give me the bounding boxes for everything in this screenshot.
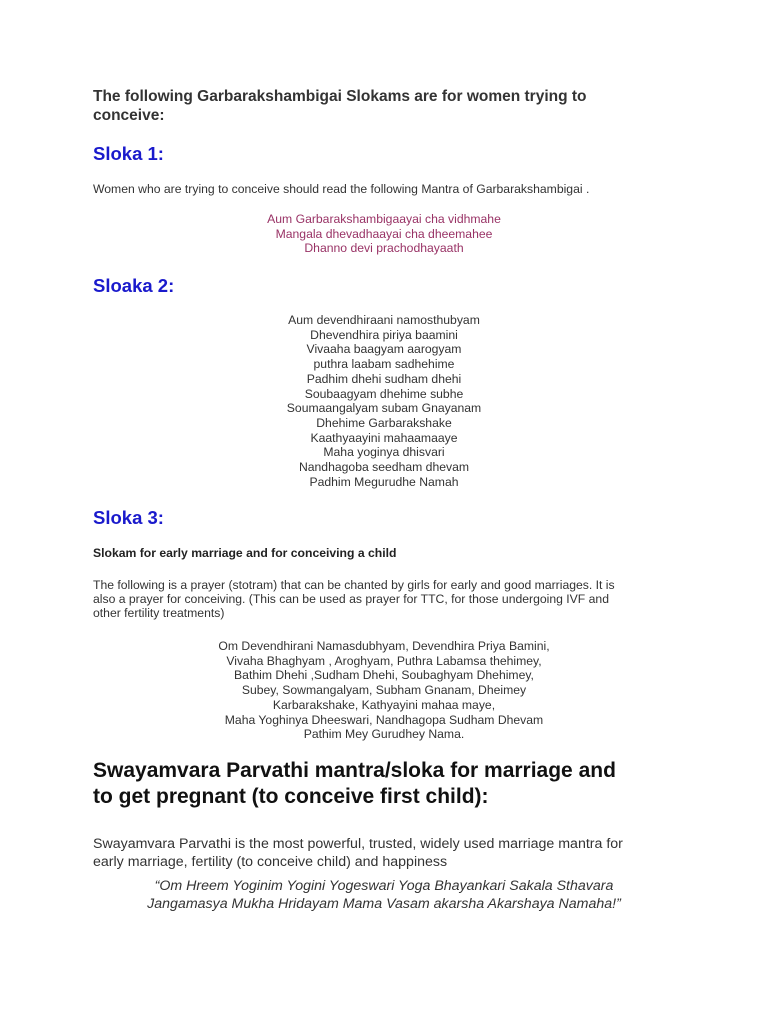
- swayamvara-heading-line-2: to get pregnant (to conceive first child):: [93, 785, 489, 808]
- paragraph-line: early marriage, fertility (to conceive child) and happiness: [93, 854, 448, 870]
- description-line: other fertility treatments): [93, 606, 225, 620]
- verse-line: Aum devendhiraani namosthubyam: [288, 313, 480, 327]
- paragraph-line: Swayamvara Parvathi is the most powerful, trusted, widely used marriage mantra for: [93, 836, 623, 852]
- sloka-2-heading: Sloaka 2:: [93, 275, 175, 296]
- swayamvara-mantra-quote: [0, 878, 768, 913]
- quote-line: “Om Hreem Yoginim Yogini Yogeswari Yoga Bhayankari Sakala Sthavara: [154, 878, 614, 894]
- sloka-1-heading: Sloka 1:: [93, 143, 164, 164]
- verse-line: Karbarakshake, Kathyayini mahaa maye,: [272, 697, 496, 712]
- sloka-3-subtitle: Slokam for early marriage and for conceiving a child: [93, 546, 397, 560]
- intro-heading: [93, 87, 693, 125]
- verse-line: Maha yoginya dhisvari: [323, 445, 445, 460]
- intro-heading-line-1: The following Garbarakshambigai Slokams are for women trying to: [93, 88, 587, 105]
- verse-line: Pathim Mey Gurudhey Nama.: [303, 727, 465, 742]
- verse-line: Maha Yoghinya Dheeswari, Nandhagopa Sudham Dhevam: [224, 712, 544, 727]
- swayamvara-heading: [93, 758, 693, 810]
- verse-line: Aum Garbarakshambigaayai cha vidhmahe: [267, 212, 501, 226]
- sloka-3-heading: Sloka 3:: [93, 507, 164, 528]
- verse-line: Vivaaha baagyam aarogyam: [306, 342, 462, 357]
- sloka-3-description: [93, 578, 678, 620]
- verse-line: Nandhagoba seedham dhevam: [298, 460, 470, 475]
- verse-line: Om Devendhirani Namasdubhyam, Devendhira Priya Bamini,: [218, 639, 550, 653]
- verse-line: Dhevendhira piriya baamini: [310, 327, 458, 342]
- sloka-1-description: Women who are trying to conceive should read the following Mantra of Garbarakshambigai .: [93, 182, 590, 196]
- verse-line: Padhim Megurudhe Namah: [309, 474, 459, 489]
- verse-line: Bathim Dhehi ,Sudham Dhehi, Soubaghyam Dhehimey,: [234, 668, 534, 683]
- sloka-1-verse: [0, 212, 768, 256]
- verse-line: Dhanno devi prachodhayaath: [304, 241, 464, 256]
- verse-line: Soubaagyam dhehime subhe: [304, 386, 464, 401]
- swayamvara-paragraph: [93, 835, 683, 871]
- verse-line: Subey, Sowmangalyam, Subham Gnanam, Dheimey: [241, 683, 527, 698]
- verse-line: Soumaangalyam subam Gnayanam: [286, 401, 482, 416]
- verse-line: Padhim dhehi sudham dhehi: [306, 371, 462, 386]
- description-line: The following is a prayer (stotram) that can be chanted by girls for early and good marriages. It is: [93, 578, 615, 592]
- sloka-2-verse: [0, 313, 768, 489]
- swayamvara-heading-line-1: Swayamvara Parvathi mantra/sloka for marriage and: [93, 759, 616, 782]
- verse-line: Mangala dhevadhaayai cha dheemahee: [275, 226, 493, 241]
- sloka-3-verse: [0, 639, 768, 742]
- verse-line: Dhehime Garbarakshake: [316, 415, 452, 430]
- verse-line: Vivaha Bhaghyam , Aroghyam, Puthra Labamsa thehimey,: [226, 653, 542, 668]
- intro-heading-line-2: conceive:: [93, 107, 165, 124]
- verse-line: Kaathyaayini mahaamaaye: [310, 430, 458, 445]
- quote-line: Jangamasya Mukha Hridayam Mama Vasam akarsha Akarshaya Namaha!”: [147, 895, 621, 912]
- description-line: also a prayer for conceiving. (This can be used as prayer for TTC, for those undergoing IVF and: [93, 592, 609, 606]
- verse-line: puthra laabam sadhehime: [313, 357, 455, 372]
